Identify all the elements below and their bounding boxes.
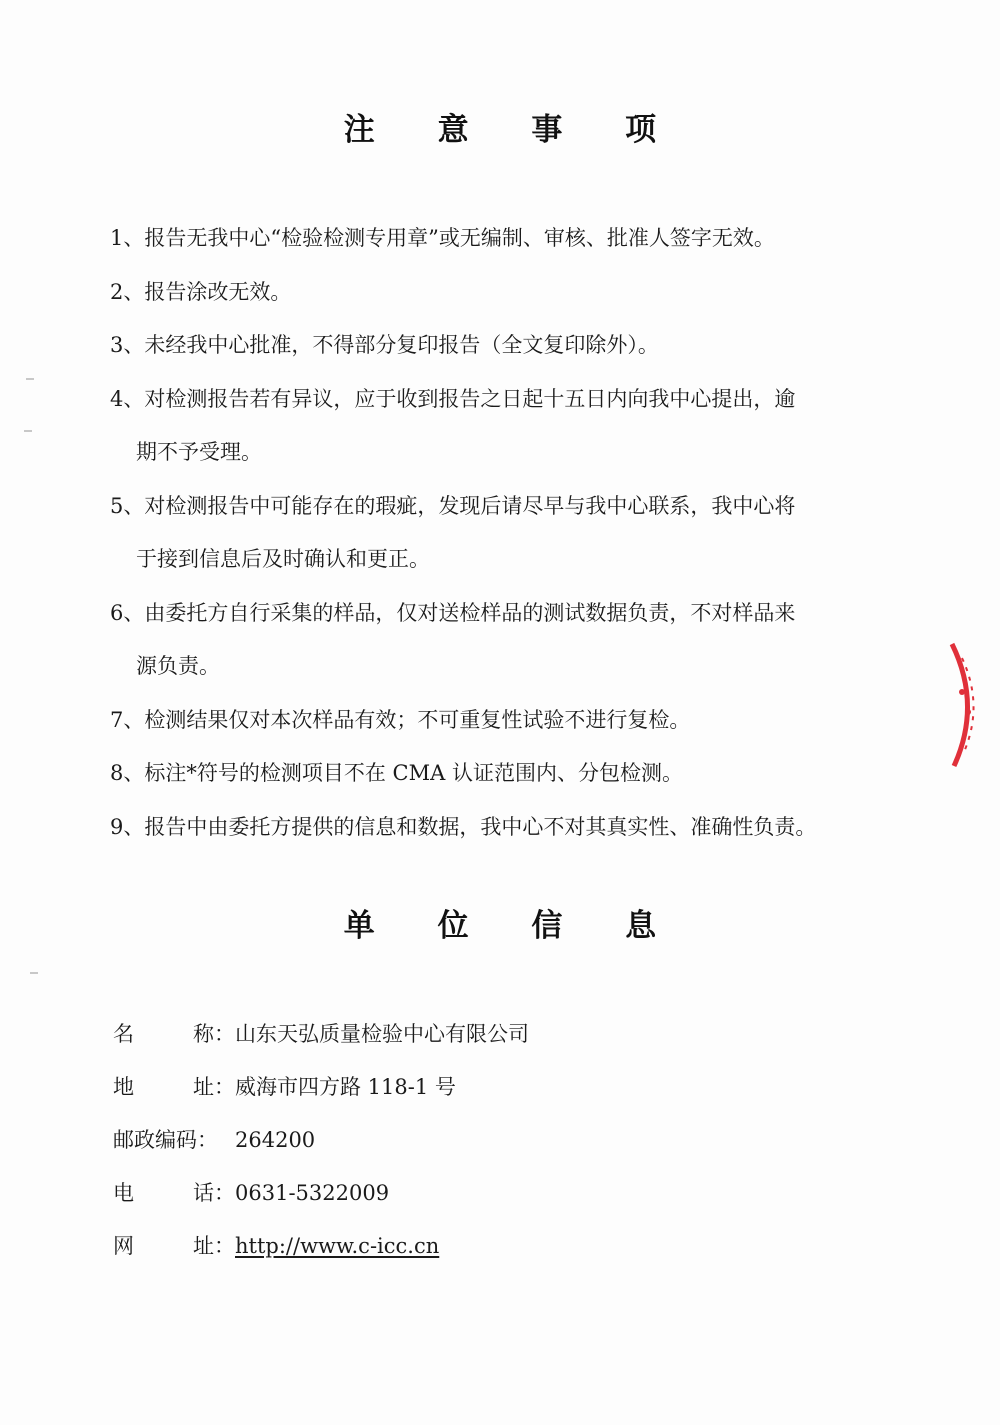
notice-item	[110, 373, 910, 480]
notice-item	[110, 266, 910, 320]
notice-item	[110, 212, 910, 266]
company-name-label: 名 称：	[113, 1022, 235, 1046]
company-info-table	[113, 1008, 529, 1273]
notice-item-text: 报告无我中心“检验检测专用章”或无编制、审核、批准人签字无效。	[144, 226, 775, 250]
notice-item	[110, 801, 910, 855]
notice-item-number: 9、	[110, 814, 145, 839]
company-address-label: 地 址：	[113, 1075, 235, 1099]
notice-item-number: 2、	[110, 279, 145, 304]
stamp-mark	[965, 709, 971, 715]
scan-speck	[26, 378, 34, 380]
notice-item-text: 检测结果仅对本次样品有效；不可重复性试验不进行复检。	[144, 707, 691, 732]
company-website-link[interactable]: http://www.c-icc.cn	[235, 1234, 440, 1258]
notice-list	[110, 212, 910, 854]
company-phone-label: 电 话：	[113, 1181, 235, 1205]
company-postcode-row	[113, 1114, 529, 1167]
company-website-row	[113, 1220, 529, 1273]
notice-item-number: 3、	[110, 333, 145, 357]
notice-item-continuation: 源负责。	[136, 654, 220, 678]
notice-item-continuation: 期不予受理。	[136, 440, 262, 464]
notice-item	[110, 319, 910, 373]
notice-item	[110, 694, 910, 748]
notice-title: 注 意 事 项	[343, 112, 683, 148]
seal-stamp-fragment	[948, 640, 1000, 770]
notice-item-number: 8、	[110, 761, 145, 785]
notice-item-text: 对检测报告若有异议，应于收到报告之日起十五日内向我中心提出，逾	[144, 386, 796, 411]
notice-item-number: 4、	[110, 386, 145, 411]
company-phone-value: 0631-5322009	[235, 1181, 390, 1205]
company-name-row	[113, 1008, 529, 1061]
company-website-label: 网 址：	[113, 1234, 235, 1258]
notice-item-number: 5、	[110, 493, 145, 518]
company-postcode-label: 邮政编码：	[113, 1128, 218, 1152]
notice-item-continuation: 于接到信息后及时确认和更正。	[136, 547, 430, 571]
notice-item-text: 未经我中心批准，不得部分复印报告（全文复印除外）。	[144, 333, 659, 357]
notice-item-text: 报告中由委托方提供的信息和数据，我中心不对其真实性、准确性负责。	[144, 814, 817, 839]
notice-item	[110, 587, 910, 694]
stamp-mark	[959, 689, 965, 695]
company-address-row	[113, 1061, 529, 1114]
company-phone-row	[113, 1167, 529, 1220]
notice-item-number: 1、	[110, 226, 145, 250]
scan-speck	[30, 972, 38, 974]
notice-item-number: 6、	[110, 600, 145, 625]
notice-item	[110, 480, 910, 587]
notice-item-text: 报告涂改无效。	[144, 279, 292, 304]
notice-item-text: 对检测报告中可能存在的瑕疵，发现后请尽早与我中心联系，我中心将	[144, 493, 796, 518]
notice-item-text: 标注*符号的检测项目不在 CMA 认证范围内、分包检测。	[144, 761, 683, 785]
company-name-value: 山东天弘质量检验中心有限公司	[235, 1022, 529, 1046]
notice-item-number: 7、	[110, 707, 145, 732]
notice-item-text: 由委托方自行采集的样品，仅对送检样品的测试数据负责，不对样品来	[144, 600, 796, 625]
notice-item	[110, 747, 910, 801]
company-postcode-value: 264200	[235, 1128, 316, 1152]
company-info-title: 单 位 信 息	[343, 908, 683, 944]
company-address-value: 威海市四方路 118-1 号	[235, 1075, 456, 1099]
scan-speck	[24, 430, 32, 432]
